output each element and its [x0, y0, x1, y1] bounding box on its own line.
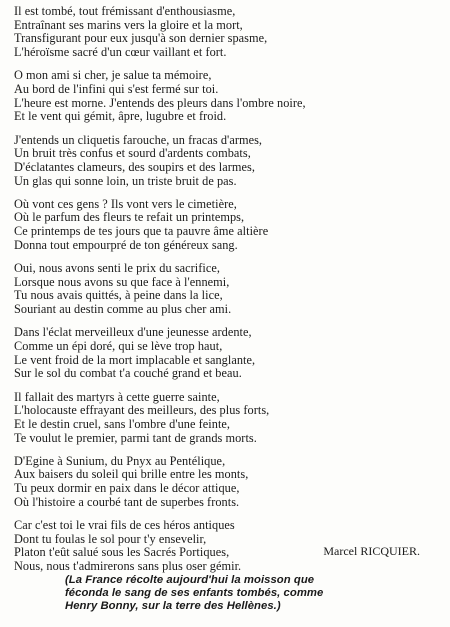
poem-line: Le vent froid de la mort implacable et sanglante,	[14, 352, 256, 367]
poem-line: Donna tout empourpré de ton généreux sang.	[14, 237, 238, 252]
poem-line: Il fallait des martyrs à cette guerre sainte,	[14, 389, 220, 404]
editorial-note	[65, 574, 445, 613]
poem-line: Dans l'éclat merveilleux d'une jeunesse ardente,	[14, 325, 252, 340]
poem-line: Te voulut le premier, parmi tant de grands morts.	[14, 430, 257, 445]
poem	[14, 5, 440, 583]
poem-line: J'entends un cliquetis farouche, un fracas d'armes,	[14, 132, 263, 147]
poem-line: Oui, nous avons senti le prix du sacrifice,	[14, 261, 221, 275]
poem-line: Et le destin cruel, sans l'ombre d'une feinte,	[14, 416, 231, 431]
poem-line: Un bruit très confus et sourd d'ardents combats,	[14, 146, 251, 161]
stanza	[14, 391, 440, 446]
stanza	[14, 262, 440, 317]
poem-line: L'holocauste effrayant des meilleurs, des plus forts,	[14, 403, 270, 418]
poem-line: Dont tu foulas le sol pour t'y ensevelir,	[14, 531, 207, 546]
poem-line: Ce printemps de tes jours que ta pauvre âme altière	[14, 224, 269, 239]
poem-line: Tu peux dormir en paix dans le décor attique,	[14, 481, 240, 496]
stanza	[14, 134, 440, 189]
poem-line: Transfigurant pour eux jusqu'à son dernier spasme,	[14, 31, 268, 46]
poem-line: Car c'est toi le vrai fils de ces héros antiques	[14, 518, 235, 532]
stanza	[14, 5, 440, 60]
poem-line: Lorsque nous avons su que face à l'ennemi,	[14, 274, 230, 289]
poem-line: Où vont ces gens ? Ils vont vers le cimetière,	[14, 196, 237, 211]
poem-line: Comme un épi doré, qui se lève trop haut,	[14, 338, 223, 353]
poem-line: Où le parfum des fleurs te refait un printemps,	[14, 210, 245, 225]
author-signature: Marcel RICQUIER.	[323, 544, 420, 558]
stanza	[14, 455, 440, 510]
note-line: féconda le sang de ses enfants tombés, comme	[65, 587, 324, 599]
stanza	[14, 69, 440, 124]
note-line: (La France récolte aujourd'hui la moisson que	[65, 574, 315, 586]
poem-line: Entraînant ses marins vers la gloire et la mort,	[14, 17, 243, 32]
poem-line: Nous, nous t'admirerons sans plus oser gémir.	[14, 559, 242, 574]
poem-line: Où l'histoire a courbé tant de superbes fronts.	[14, 494, 240, 509]
poem-line: Platon t'eût salué sous les Sacrés Portiques,	[14, 545, 230, 560]
poem-line: Tu nous avais quittés, à peine dans la lice,	[14, 288, 223, 303]
stanza	[14, 326, 440, 381]
poem-line: L'héroïsme sacré d'un cœur vaillant et fort.	[14, 45, 227, 60]
stanza	[14, 198, 440, 253]
poem-line: D'éclatantes clameurs, des soupirs et des larmes,	[14, 159, 255, 174]
poem-line: Il est tombé, tout frémissant d'enthousiasme,	[14, 4, 236, 18]
poem-line: Un glas qui sonne loin, un triste bruit de pas.	[14, 173, 237, 188]
poem-line: O mon ami si cher, je salue ta mémoire,	[14, 68, 212, 83]
poem-line: Au bord de l'infini qui s'est fermé sur toi.	[14, 81, 219, 96]
note-line: Henry Bonny, sur la terre des Hellènes.)	[65, 600, 281, 612]
poem-line: L'heure est morne. J'entends des pleurs dans l'ombre noire,	[14, 95, 306, 110]
poem-line: Souriant au destin comme au plus cher ami.	[14, 302, 232, 317]
poem-line: D'Egine à Sunium, du Pnyx au Pentélique,	[14, 453, 226, 468]
poem-line: Aux baisers du soleil qui brille entre les monts,	[14, 467, 249, 482]
poem-line: Sur le sol du combat t'a couché grand et beau.	[14, 366, 242, 381]
poem-line: Et le vent qui gémit, âpre, lugubre et froid.	[14, 109, 227, 124]
